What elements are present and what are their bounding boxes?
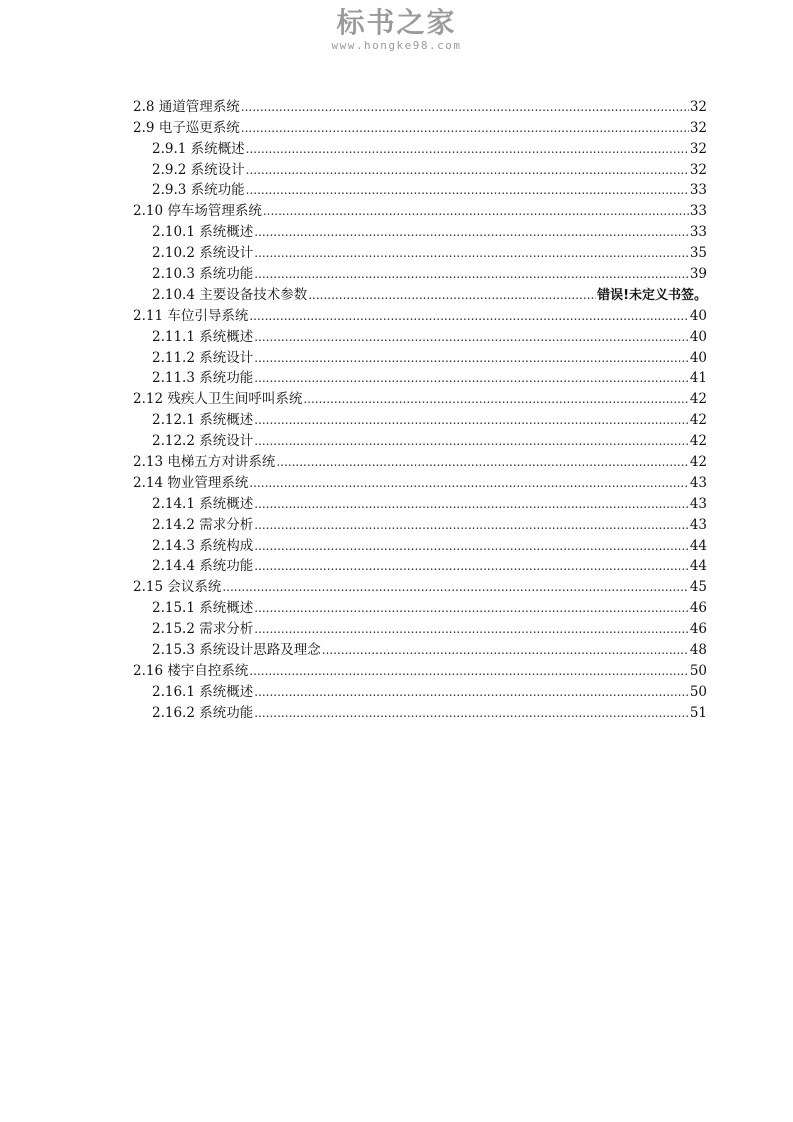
toc-entry-title: 2.15.1 系统概述 (152, 600, 254, 617)
toc-dot-leader (246, 182, 689, 199)
toc-dot-leader (249, 475, 688, 492)
toc-entry-page: 35 (689, 245, 707, 262)
toc-entry[interactable] (133, 137, 707, 158)
toc-dot-leader (254, 224, 689, 241)
toc-entry-title: 2.10.4 主要设备技术参数 (152, 286, 308, 303)
toc-entry-page: 45 (689, 579, 707, 596)
toc-entry-title: 2.15 会议系统 (133, 579, 222, 596)
toc-dot-leader (254, 538, 689, 555)
toc-entry-title: 2.12.2 系统设计 (152, 433, 254, 450)
toc-entry[interactable] (133, 659, 707, 680)
toc-entry-title: 2.11 车位引导系统 (133, 307, 249, 324)
toc-entry-page: 33 (689, 224, 707, 241)
toc-entry-page: 32 (689, 161, 707, 178)
toc-entry-page: 39 (689, 266, 707, 283)
toc-entry[interactable] (133, 241, 707, 262)
toc-dot-leader (303, 391, 688, 408)
toc-dot-leader (254, 705, 689, 722)
toc-entry[interactable] (133, 596, 707, 617)
toc-entry-title: 2.12.1 系统概述 (152, 412, 254, 429)
watermark-logo-text: 标书之家 (336, 6, 457, 39)
toc-entry-title: 2.10.3 系统功能 (152, 266, 254, 283)
toc-entry-page: 41 (689, 370, 707, 387)
toc-entry[interactable] (133, 346, 707, 367)
toc-entry-title: 2.8 通道管理系统 (133, 98, 240, 115)
toc-entry-title: 2.10.2 系统设计 (152, 245, 254, 262)
toc-entry[interactable] (133, 387, 707, 408)
toc-dot-leader (254, 496, 689, 513)
toc-entry[interactable] (133, 534, 707, 555)
toc-entry-title: 2.16.2 系统功能 (152, 704, 254, 721)
toc-entry-page: 46 (689, 621, 707, 638)
toc-dot-leader (254, 684, 689, 701)
toc-dot-leader (254, 266, 689, 283)
toc-entry-title: 2.9.2 系统设计 (152, 161, 245, 178)
toc-dot-leader (246, 162, 689, 179)
toc-entry-page: 50 (689, 662, 707, 679)
toc-entry-title: 2.9.3 系统功能 (152, 182, 245, 199)
toc-entry[interactable] (133, 325, 707, 346)
toc-entry-page: 40 (689, 328, 707, 345)
toc-entry[interactable] (133, 283, 707, 304)
toc-dot-leader (254, 370, 689, 387)
toc-entry[interactable] (133, 262, 707, 283)
toc-entry[interactable] (133, 367, 707, 388)
table-of-contents (133, 95, 707, 722)
toc-entry-title: 2.11.3 系统功能 (152, 370, 254, 387)
toc-dot-leader (254, 558, 689, 575)
toc-entry-page: 33 (689, 182, 707, 199)
toc-entry[interactable] (133, 555, 707, 576)
toc-entry-page: 48 (689, 642, 707, 659)
toc-dot-leader (254, 412, 689, 429)
toc-entry-page: 32 (689, 119, 707, 136)
toc-entry-title: 2.11.2 系统设计 (152, 349, 254, 366)
toc-entry[interactable] (133, 492, 707, 513)
toc-dot-leader (254, 350, 689, 367)
toc-entry-page: 46 (689, 600, 707, 617)
toc-entry-title: 2.9 电子巡更系统 (133, 119, 240, 136)
toc-dot-leader (308, 287, 596, 304)
toc-entry-title: 2.10 停车场管理系统 (133, 203, 262, 220)
toc-entry-title: 2.14.3 系统构成 (152, 537, 254, 554)
toc-entry-title: 2.9.1 系统概述 (152, 140, 245, 157)
toc-entry[interactable] (133, 179, 707, 200)
toc-entry-page: 43 (689, 474, 707, 491)
toc-entry-page: 42 (689, 433, 707, 450)
toc-entry-error: 错误!未定义书签。 (597, 287, 707, 303)
toc-entry-title: 2.12 残疾人卫生间呼叫系统 (133, 391, 303, 408)
toc-entry-page: 44 (689, 537, 707, 554)
toc-entry-title: 2.14 物业管理系统 (133, 474, 249, 491)
toc-entry-title: 2.10.1 系统概述 (152, 224, 254, 241)
toc-entry-title: 2.16.1 系统概述 (152, 683, 254, 700)
toc-entry-page: 42 (689, 412, 707, 429)
toc-entry[interactable] (133, 220, 707, 241)
watermark-url: www.hongke98.com (331, 39, 462, 52)
toc-entry-page: 40 (689, 349, 707, 366)
toc-entry-title: 2.14.1 系统概述 (152, 495, 254, 512)
toc-dot-leader (254, 329, 689, 346)
toc-entry[interactable] (133, 304, 707, 325)
toc-entry-title: 2.14.4 系统功能 (152, 558, 254, 575)
toc-entry[interactable] (133, 95, 707, 116)
toc-entry[interactable] (133, 116, 707, 137)
toc-entry-title: 2.16 楼宇自控系统 (133, 662, 249, 679)
watermark (0, 6, 793, 52)
toc-dot-leader (276, 454, 688, 471)
toc-dot-leader (254, 600, 689, 617)
toc-entry[interactable] (133, 680, 707, 701)
toc-dot-leader (241, 99, 689, 116)
toc-entry[interactable] (133, 701, 707, 722)
toc-entry-title: 2.15.3 系统设计思路及理念 (152, 642, 321, 659)
toc-dot-leader (241, 120, 689, 137)
toc-dot-leader (222, 579, 688, 596)
toc-dot-leader (254, 245, 689, 262)
toc-entry-page: 43 (689, 495, 707, 512)
toc-dot-leader (254, 621, 689, 638)
toc-dot-leader (249, 663, 688, 680)
toc-entry-page: 44 (689, 558, 707, 575)
toc-entry[interactable] (133, 450, 707, 471)
toc-entry-title: 2.15.2 需求分析 (152, 621, 254, 638)
toc-entry-page: 51 (689, 704, 707, 721)
toc-entry[interactable] (133, 638, 707, 659)
toc-entry-page: 50 (689, 683, 707, 700)
toc-entry-page: 42 (689, 454, 707, 471)
toc-dot-leader (322, 642, 689, 659)
toc-dot-leader (254, 433, 689, 450)
toc-entry-page: 43 (689, 516, 707, 533)
toc-entry-title: 2.11.1 系统概述 (152, 328, 254, 345)
toc-entry-page: 42 (689, 391, 707, 408)
toc-entry[interactable] (133, 513, 707, 534)
toc-entry-page: 32 (689, 140, 707, 157)
toc-entry[interactable] (133, 429, 707, 450)
toc-entry[interactable] (133, 408, 707, 429)
toc-entry-page: 32 (689, 98, 707, 115)
toc-dot-leader (246, 141, 689, 158)
toc-entry-title: 2.14.2 需求分析 (152, 516, 254, 533)
toc-entry-page: 33 (689, 203, 707, 220)
toc-entry-title: 2.13 电梯五方对讲系统 (133, 454, 276, 471)
toc-entry[interactable] (133, 617, 707, 638)
toc-entry[interactable] (133, 471, 707, 492)
toc-dot-leader (249, 308, 688, 325)
toc-entry-page: 40 (689, 307, 707, 324)
toc-entry[interactable] (133, 158, 707, 179)
toc-dot-leader (254, 517, 689, 534)
toc-dot-leader (263, 203, 689, 220)
toc-entry[interactable] (133, 575, 707, 596)
toc-entry[interactable] (133, 199, 707, 220)
